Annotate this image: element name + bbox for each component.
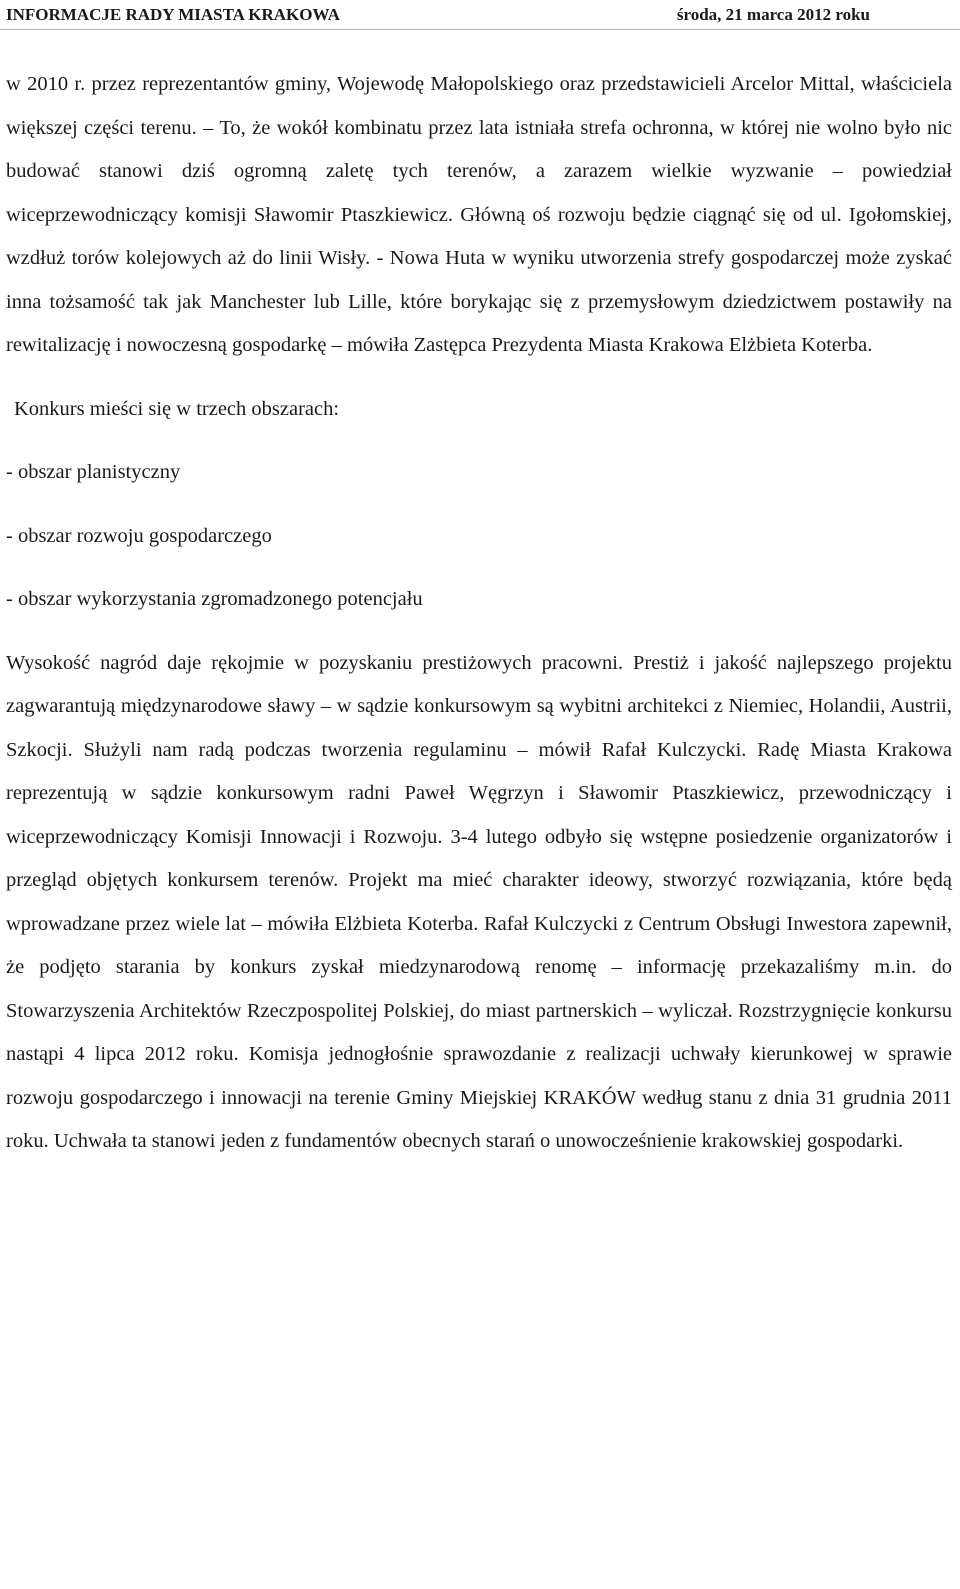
- list-intro: Konkurs mieści się w trzech obszarach:: [14, 397, 340, 420]
- header-title: INFORMACJE RADY MIASTA KRAKOWA: [6, 4, 340, 24]
- list-item-economic: - obszar rozwoju gospodarczego: [6, 524, 272, 547]
- paragraph-1: w 2010 r. przez reprezentantów gminy, Wojewodę Małopolskiego oraz przedstawicieli Arcelor Mittal, właściciela większej części terenu. – To, że wokół kombinatu przez lata istniała strefa ochronna, w której nie wolno było nic budować stanowi dziś ogromną zaletę tych terenów, a zarazem wielkie wyzwanie – powiedział wiceprzewodniczący komisji Sławomir Ptaszkiewicz. Główną oś rozwoju będzie ciągnąć się od ul. Igołomskiej, wzdłuż torów kolejowych aż do linii Wisły. - Nowa Huta w wyniku utworzenia strefy gospodarczej może zyskać inna tożsamość tak jak Manchester lub Lille, które borykając się z przemysłowym dziedzictwem postawiły na rewitalizację i nowoczesną gospodarkę – mówiła Zastępca Prezydenta Miasta Krakowa Elżbieta Koterba.: [6, 73, 952, 356]
- page-header: [0, 0, 960, 30]
- paragraph-2: Wysokość nagród daje rękojmie w pozyskaniu prestiżowych pracowni. Prestiż i jakość najlepszego projektu zagwarantują międzynarodowe sławy – w sądzie konkursowym są wybitni architekci z Niemiec, Holandii, Austrii, Szkocji. Służyli nam radą podczas tworzenia regulaminu – mówił Rafał Kulczycki. Radę Miasta Krakowa reprezentują w sądzie konkursowym radni Paweł Węgrzyn i Sławomir Ptaszkiewicz, przewodniczący i wiceprzewodniczący Komisji Innowacji i Rozwoju. 3-4 lutego odbyło się wstępne posiedzenie organizatorów i przegląd objętych konkursem terenów. Projekt ma mieć charakter ideowy, stworzyć rozwiązania, które będą wprowadzane przez wiele lat – mówiła Elżbieta Koterba. Rafał Kulczycki z Centrum Obsługi Inwestora zapewnił, że podjęto starania by konkurs zyskał miedzynarodową renomę – informację przekazaliśmy m.in. do Stowarzyszenia Architektów Rzeczpospolitej Polskiej, do miast partnerskich – wyliczał. Rozstrzygnięcie konkursu nastąpi 4 lipca 2012 roku. Komisja jednogłośnie sprawozdanie z realizacji uchwały kierunkowej w sprawie rozwoju gospodarczego i innowacji na terenie Gminy Miejskiej KRAKÓW według stanu z dnia 31 grudnia 2011 roku. Uchwała ta stanowi jeden z fundamentów obecnych starań o unowocześnienie krakowskiej gospodarki.: [6, 651, 952, 1152]
- header-date: środa, 21 marca 2012 roku: [676, 4, 870, 24]
- list-item-planning: - obszar planistyczny: [6, 461, 181, 483]
- document-body: [6, 63, 952, 1164]
- list-item-potential: - obszar wykorzystania zgromadzonego potencjału: [6, 588, 423, 610]
